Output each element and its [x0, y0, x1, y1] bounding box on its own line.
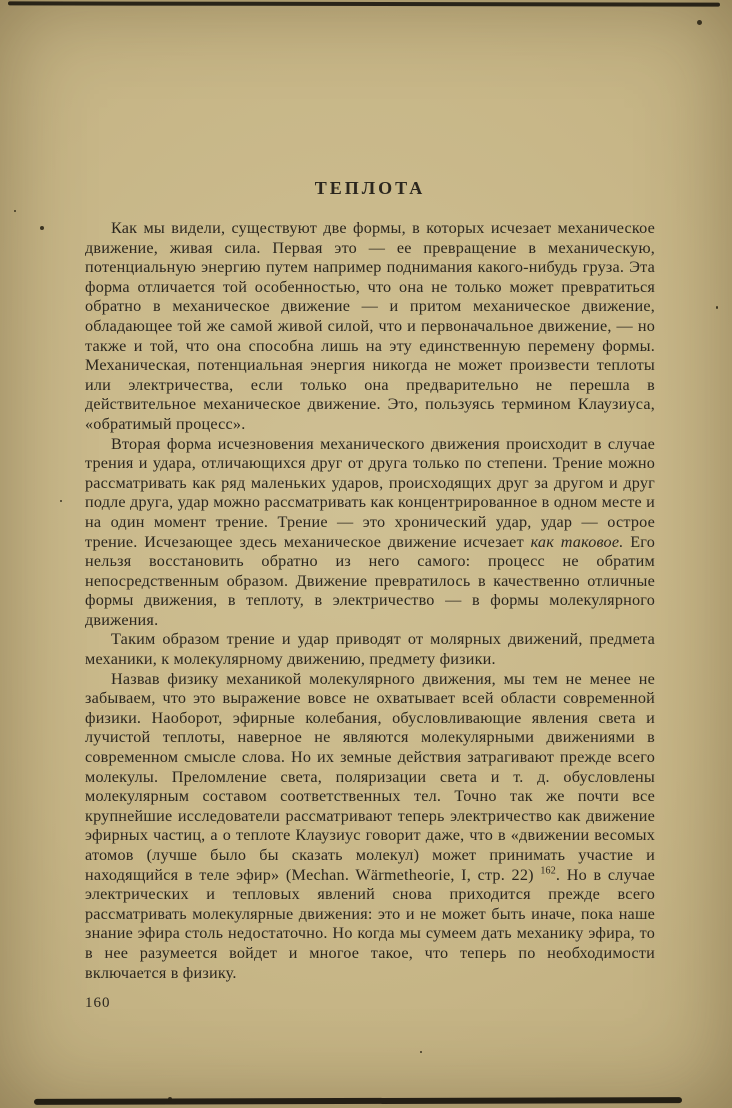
paragraph-run: Таким образом трение и удар приводят от молярных движений, предмета механики, к молекулярному движению, предмету физики.	[85, 630, 655, 669]
paper-speck	[60, 500, 62, 502]
paragraph-run: Назвав физику механикой молекулярного движения, мы тем не менее не забываем, что это выражение вовсе не охватывает всей области современной физики. Наоборот, эфирные колебания, обусловливающие явления света и лучистой теплоты, наверное не являются молекулярными движениями в современном смысле слова. Но их земные действия затрагивают прежде всего молекулы. Преломление света, поляризации света и т. д. обусловлены молекулярным составом соответственных тел. Точно так же почти все крупнейшие исследователи рассматривают теперь электричество как движение эфирных частиц, а о теплоте Клаузиус говорит даже, что в «движении весомых атомов (лучше было бы сказать молекул) может принимать участие и находящийся в теле эфир» (Mechan. Wärmetheorie, I, стр. 22)	[85, 669, 655, 884]
paper-speck	[14, 210, 16, 212]
paper-speck	[40, 226, 44, 230]
paragraph	[85, 219, 655, 435]
paragraph	[85, 630, 655, 669]
text-block	[85, 178, 655, 1012]
paragraph	[85, 670, 655, 984]
paragraph-run: . Но в случае электрических и тепловых явлений снова приходится прежде всего рассматривать молекулярные движения: это и не может быть иначе, пока наше знание эфира столь недостаточно. Но когда мы сумеем дать механику эфира, то в нее разумеется войдет и многое такое, что теперь по необходимости включается в физику.	[85, 865, 655, 982]
paragraph-run: Как мы видели, существуют две формы, в которых исчезает механическое движение, живая сила. Первая это — ее превращение в механическую, потенциальную энергию путем например поднимания какого-нибудь груза. Эта форма отличается той особенностью, что она не только может превратиться обратно в механическое движение — и притом механическое движение, обладающее той же самой живой силой, что и первоначальное движение, — но также и той, что она способна лишь на эту единственную перемену формы. Механическая, потенциальная энергия никогда не может произвести теплоты или электричества, если только она предварительно не перешла в действительное механическое движение. Это, пользуясь термином Клаузиуса, «обратимый процесс».	[85, 219, 655, 433]
footnote-marker: 162	[540, 865, 556, 877]
paper-speck	[168, 1097, 172, 1101]
paragraph-run: Вторая форма исчезновения механического движения происходит в случае трения и удара, отличающихся друг от друга только по степени. Трение можно рассматривать как ряд маленьких ударов, происходящих друг за другом и друг подле друга, удар можно рассматривать как концентрированное в одном месте и на один момент трение. Трение — это хронический удар, удар — острое трение. Исчезающее здесь механическое движение исчезает	[85, 434, 655, 551]
page-title: ТЕПЛОТА	[314, 178, 426, 198]
paragraph	[85, 435, 655, 631]
body-text	[85, 219, 655, 983]
scan-edge-top	[8, 1, 720, 6]
paper-speck	[716, 306, 718, 309]
paragraph-run: как таковое.	[530, 532, 624, 551]
paper-speck	[420, 1051, 422, 1053]
paragraph-run: Его нельзя восстановить обратно из него самого: процесс не обратим непосредственным образом. Движение превратилось в качественно отличные формы движения, в теплоту, в электричество — в формы молекулярного движения.	[85, 532, 656, 629]
page-number: 160	[85, 995, 111, 1012]
paper-speck	[697, 20, 702, 25]
scan-edge-bottom	[34, 1097, 682, 1105]
